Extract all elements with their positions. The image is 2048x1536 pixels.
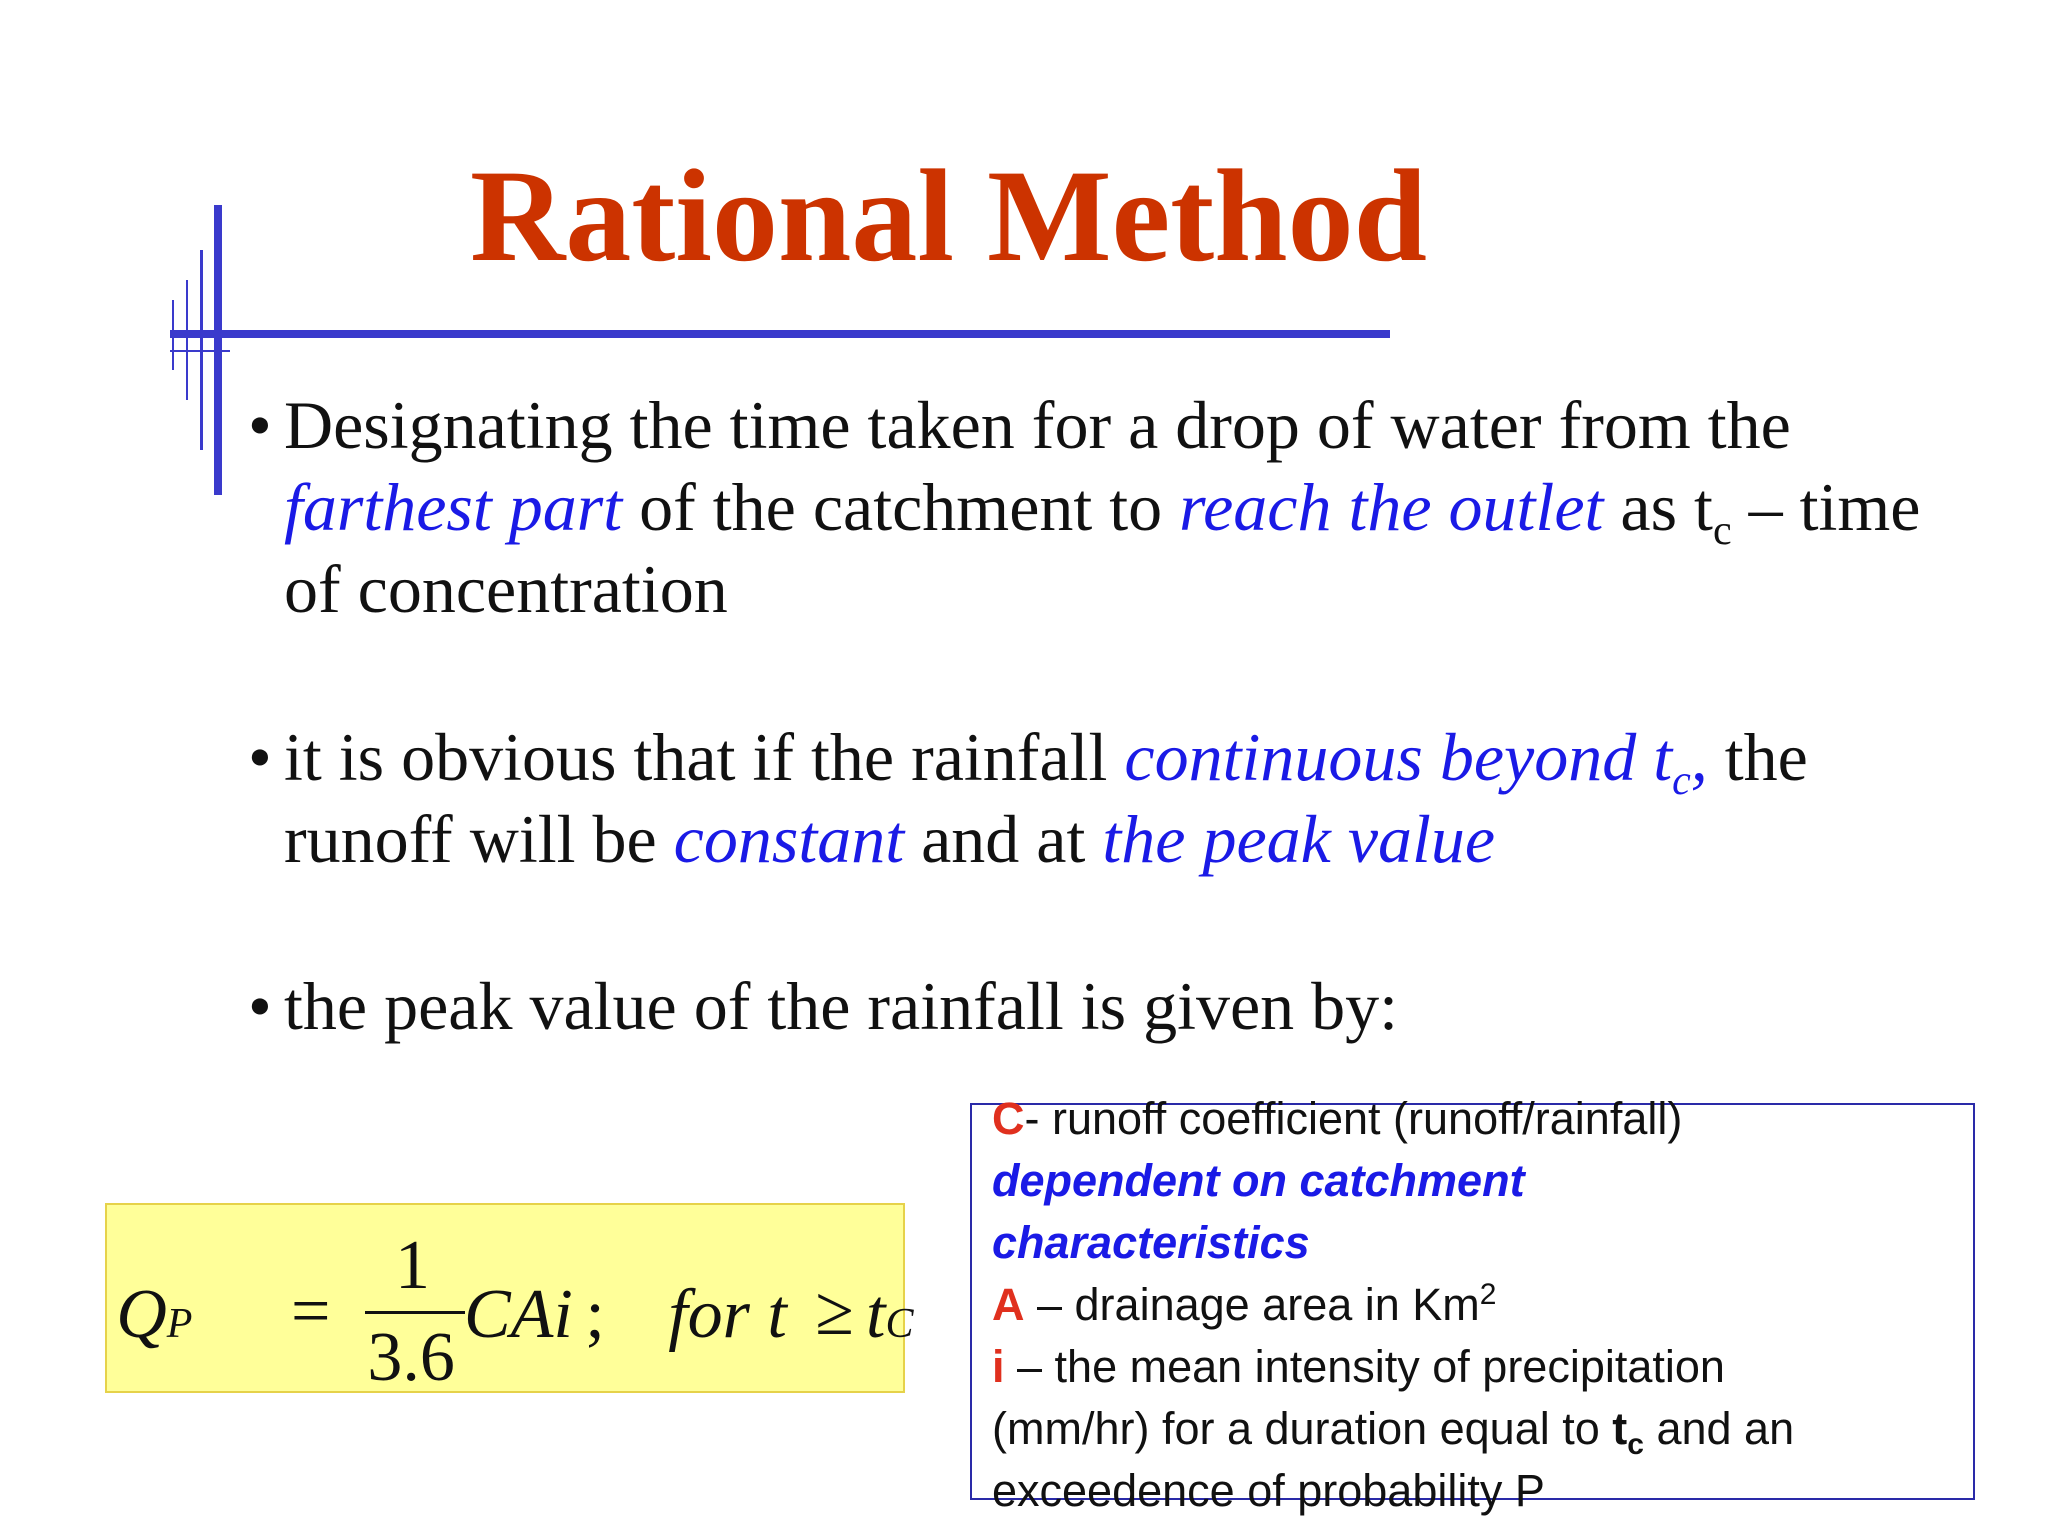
legend-line-a: A – drainage area in Km$^2$: [992, 1278, 1497, 1330]
bullet-item-3: [248, 965, 1968, 1047]
accent-horizontal-line-thin: [170, 350, 230, 352]
bullet-text: Designating the time taken for a drop of water from the farthest part of the catchment to reach the outlet as $t_c$ – time of concentration: [284, 387, 1921, 627]
formula-relation: ≥: [815, 1273, 854, 1350]
legend-line-c-dep-1: dependent on catchment: [992, 1155, 1525, 1206]
bullet-text: it is obvious that if the rainfall continuous beyond $t_c$, the runoff will be constant and at the peak value: [284, 719, 1808, 877]
accent-horizontal-line-main: [170, 330, 1390, 338]
slide-title: Rational Method: [470, 142, 1427, 289]
legend-line-i: i – the mean intensity of precipitation: [992, 1341, 1725, 1392]
bullet-dot: •: [248, 387, 272, 463]
fraction-bar: [365, 1311, 465, 1314]
legend-text: [992, 1088, 1982, 1522]
legend-line-i-3: exceedence of probability P: [992, 1465, 1545, 1516]
legend-line-i-2: (mm/hr) for a duration equal to $t_c$ and an: [992, 1403, 1795, 1461]
legend-line-c: C- runoff coefficient (runoff/rainfall): [992, 1093, 1683, 1144]
formula-box: [105, 1203, 914, 1396]
formula-lhs: QP: [116, 1276, 193, 1353]
formula-condition: for t: [668, 1276, 787, 1353]
bullet-dot: •: [248, 968, 272, 1044]
formula-numerator: 1: [394, 1227, 430, 1304]
bullet-text: the peak value of the rainfall is given by:: [284, 968, 1399, 1044]
formula-separator: ;: [585, 1276, 605, 1353]
formula-equals: =: [291, 1273, 331, 1350]
formula-product: CAi: [463, 1276, 573, 1353]
bullet-dot: •: [248, 719, 272, 795]
formula-condition-t: tC: [866, 1276, 914, 1353]
bullet-item-2: [248, 716, 1968, 880]
bullet-item-1: [248, 384, 1968, 630]
formula-denominator: 3.6: [367, 1319, 455, 1396]
legend-line-c-dep-2: characteristics: [992, 1217, 1310, 1268]
accent-vertical-line-thin-2: [186, 280, 188, 400]
